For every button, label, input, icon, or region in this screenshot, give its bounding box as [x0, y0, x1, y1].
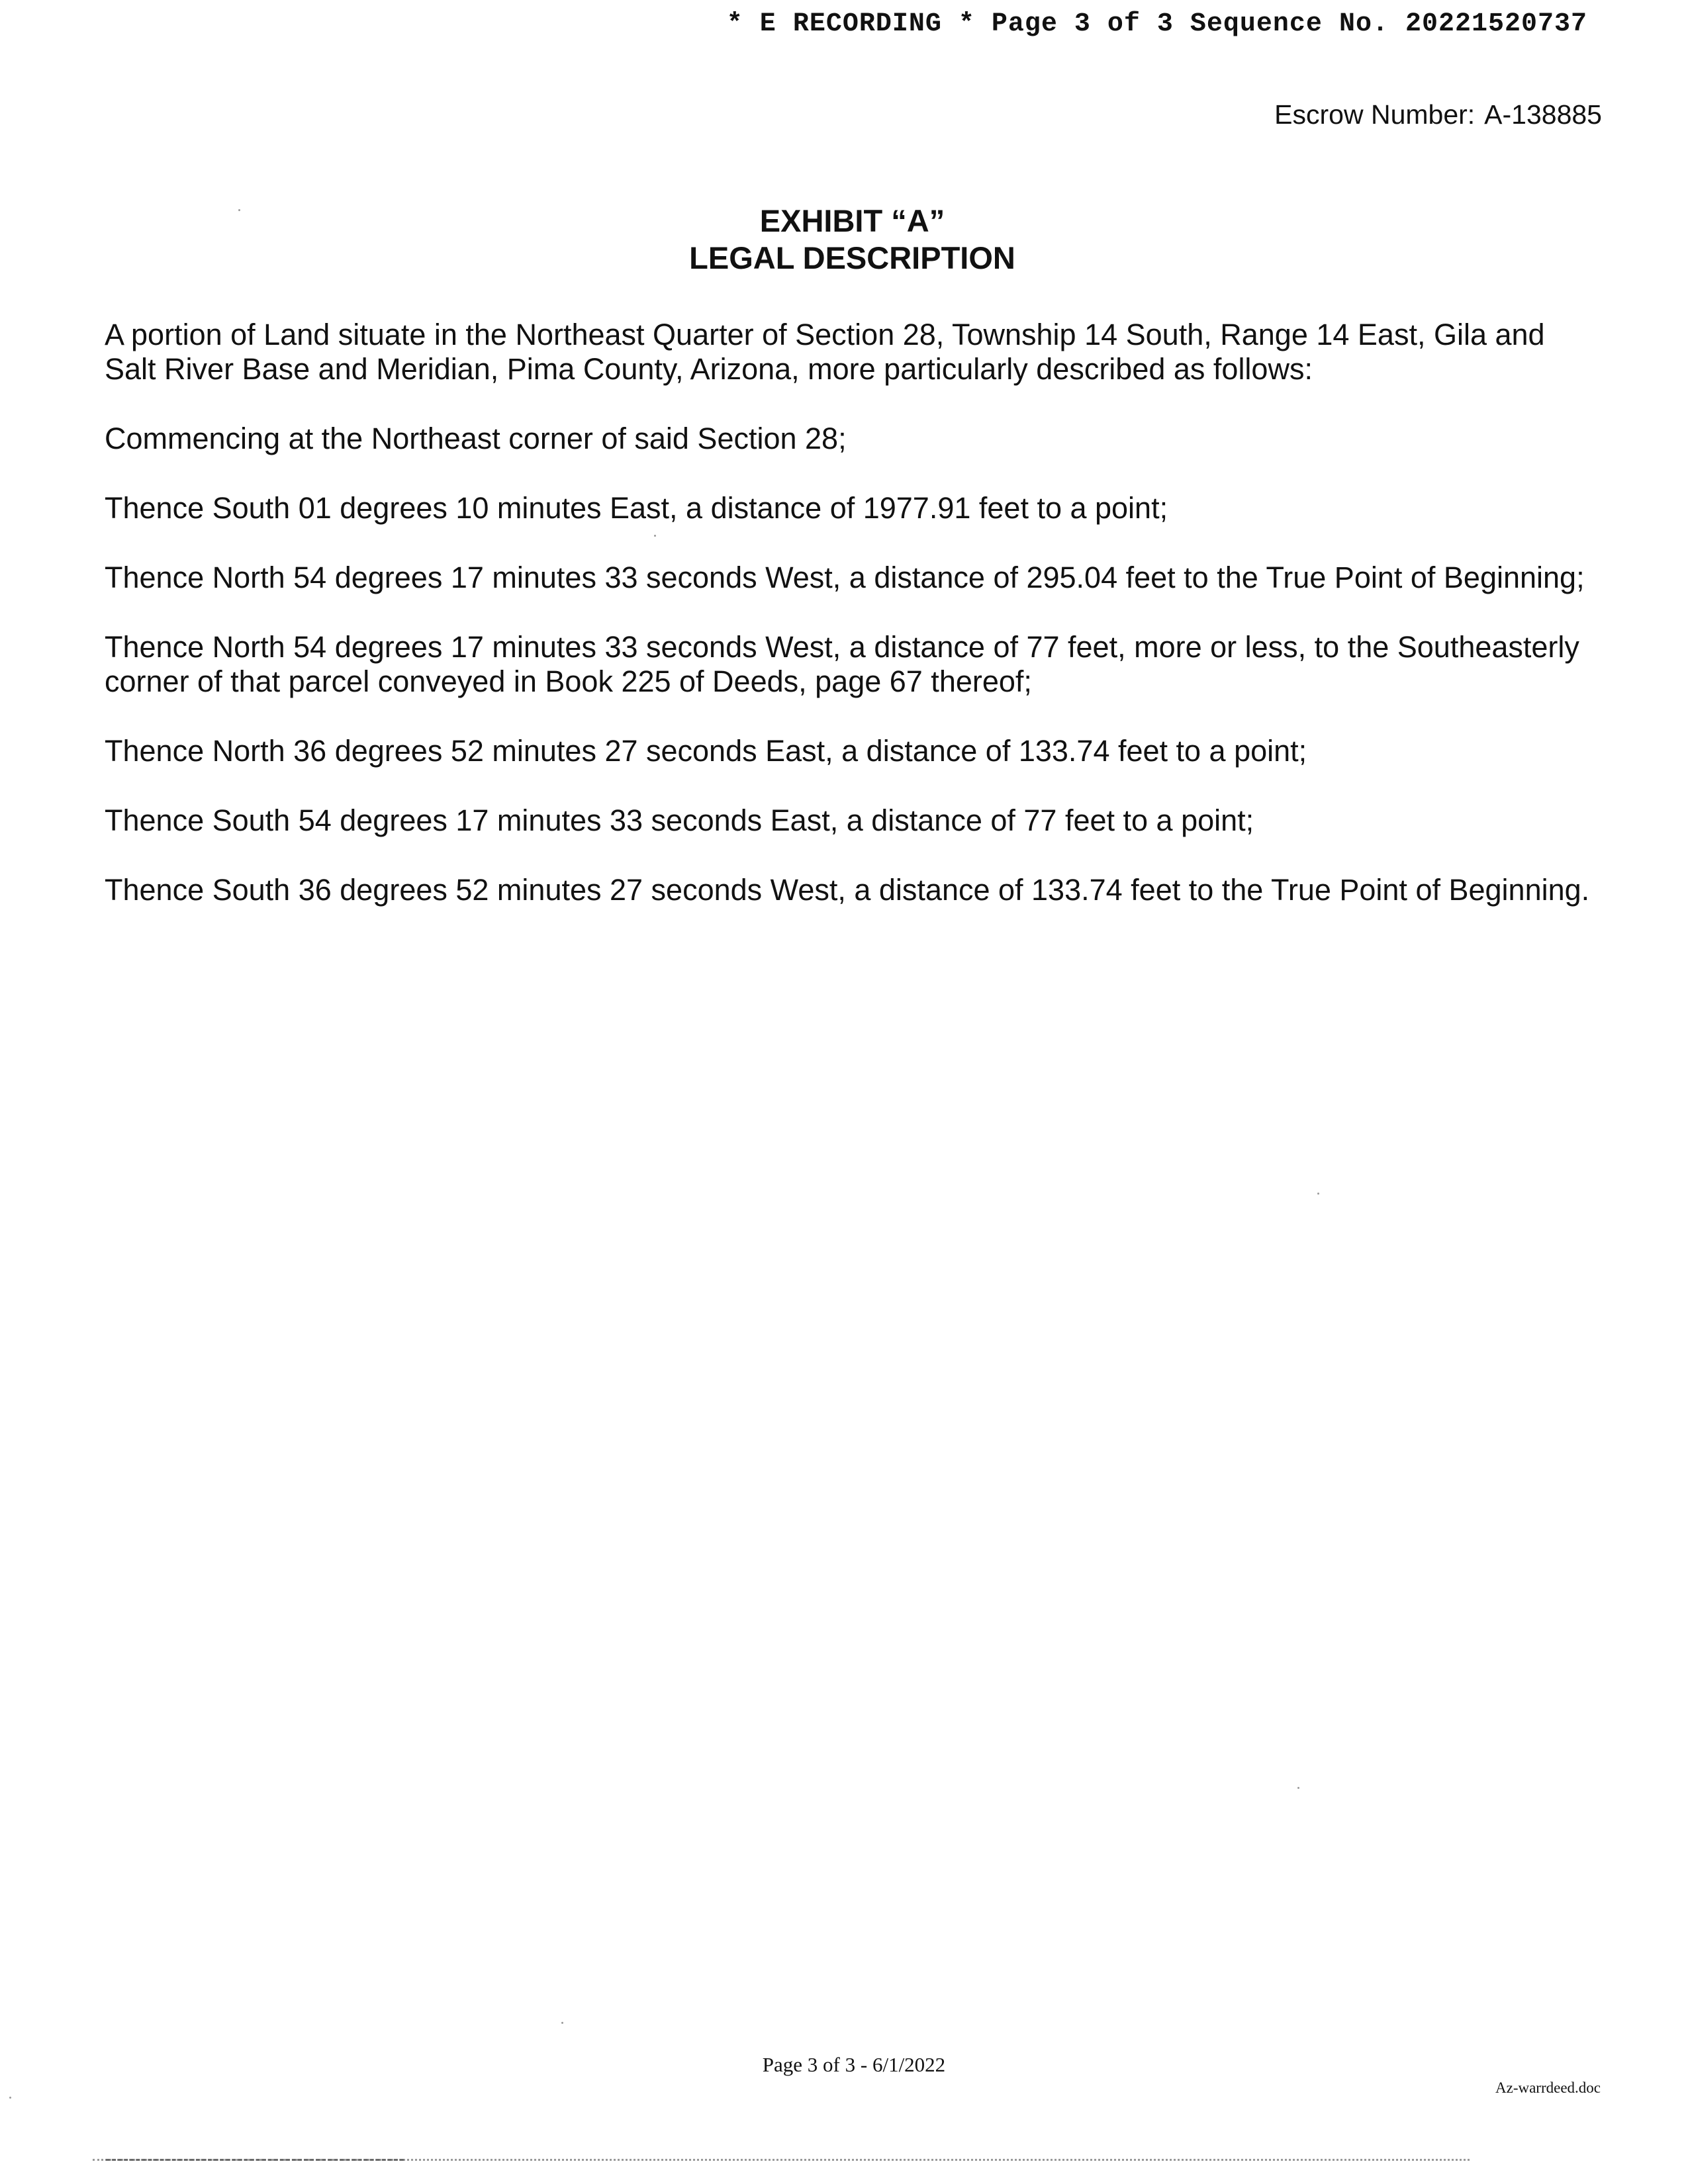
paragraph-course: Thence North 54 degrees 17 minutes 33 seconds West, a distance of 295.04 feet to the True Point of Beginning;	[105, 561, 1585, 594]
paragraph-course: Thence South 54 degrees 17 minutes 33 seconds East, a distance of 77 feet to a point;	[105, 803, 1254, 837]
paragraph-commencing: Commencing at the Northeast corner of said Section 28;	[105, 422, 847, 455]
paragraph-intro: A portion of Land situate in the Northeast Quarter of Section 28, Township 14 South, Range 14 East, Gila and Salt River Base and Meridian, Pima County, Arizona, more particularly described as follows:	[105, 318, 1545, 386]
exhibit-heading	[0, 203, 1688, 277]
footer-page-info: Page 3 of 3 - 6/1/2022	[762, 2053, 946, 2076]
paragraph-course: Thence South 01 degrees 10 minutes East, a distance of 1977.91 feet to a point;	[105, 491, 1168, 525]
scan-speck	[1317, 1193, 1319, 1195]
paragraph-course: Thence South 36 degrees 52 minutes 27 seconds West, a distance of 133.74 feet to the True Point of Beginning.	[105, 873, 1590, 907]
escrow-value: A-138885	[1484, 99, 1602, 130]
paragraph-course: Thence North 54 degrees 17 minutes 33 seconds West, a distance of 77 feet, more or less, to the Southeasterly corner of that parcel conveyed in Book 225 of Deeds, page 67 thereof;	[105, 630, 1579, 698]
escrow-label: Escrow Number:	[1274, 99, 1476, 130]
paragraph-course: Thence North 36 degrees 52 minutes 27 seconds East, a distance of 133.74 feet to a point;	[105, 734, 1307, 768]
scan-speck	[9, 2097, 11, 2099]
scan-speck	[561, 2022, 563, 2024]
scan-speck	[238, 209, 240, 211]
footer-doc-name: Az-warrdeed.doc	[1495, 2079, 1601, 2096]
escrow-number	[1274, 99, 1602, 130]
exhibit-subtitle: LEGAL DESCRIPTION	[689, 240, 1015, 275]
scan-speck	[1297, 1787, 1299, 1789]
scan-speck	[654, 535, 656, 537]
exhibit-title: EXHIBIT “A”	[759, 203, 945, 238]
scan-artifact-line-dark	[106, 2159, 404, 2161]
recording-header: * E RECORDING * Page 3 of 3 Sequence No. 20221520737	[726, 9, 1587, 39]
legal-description-body	[105, 318, 1601, 942]
